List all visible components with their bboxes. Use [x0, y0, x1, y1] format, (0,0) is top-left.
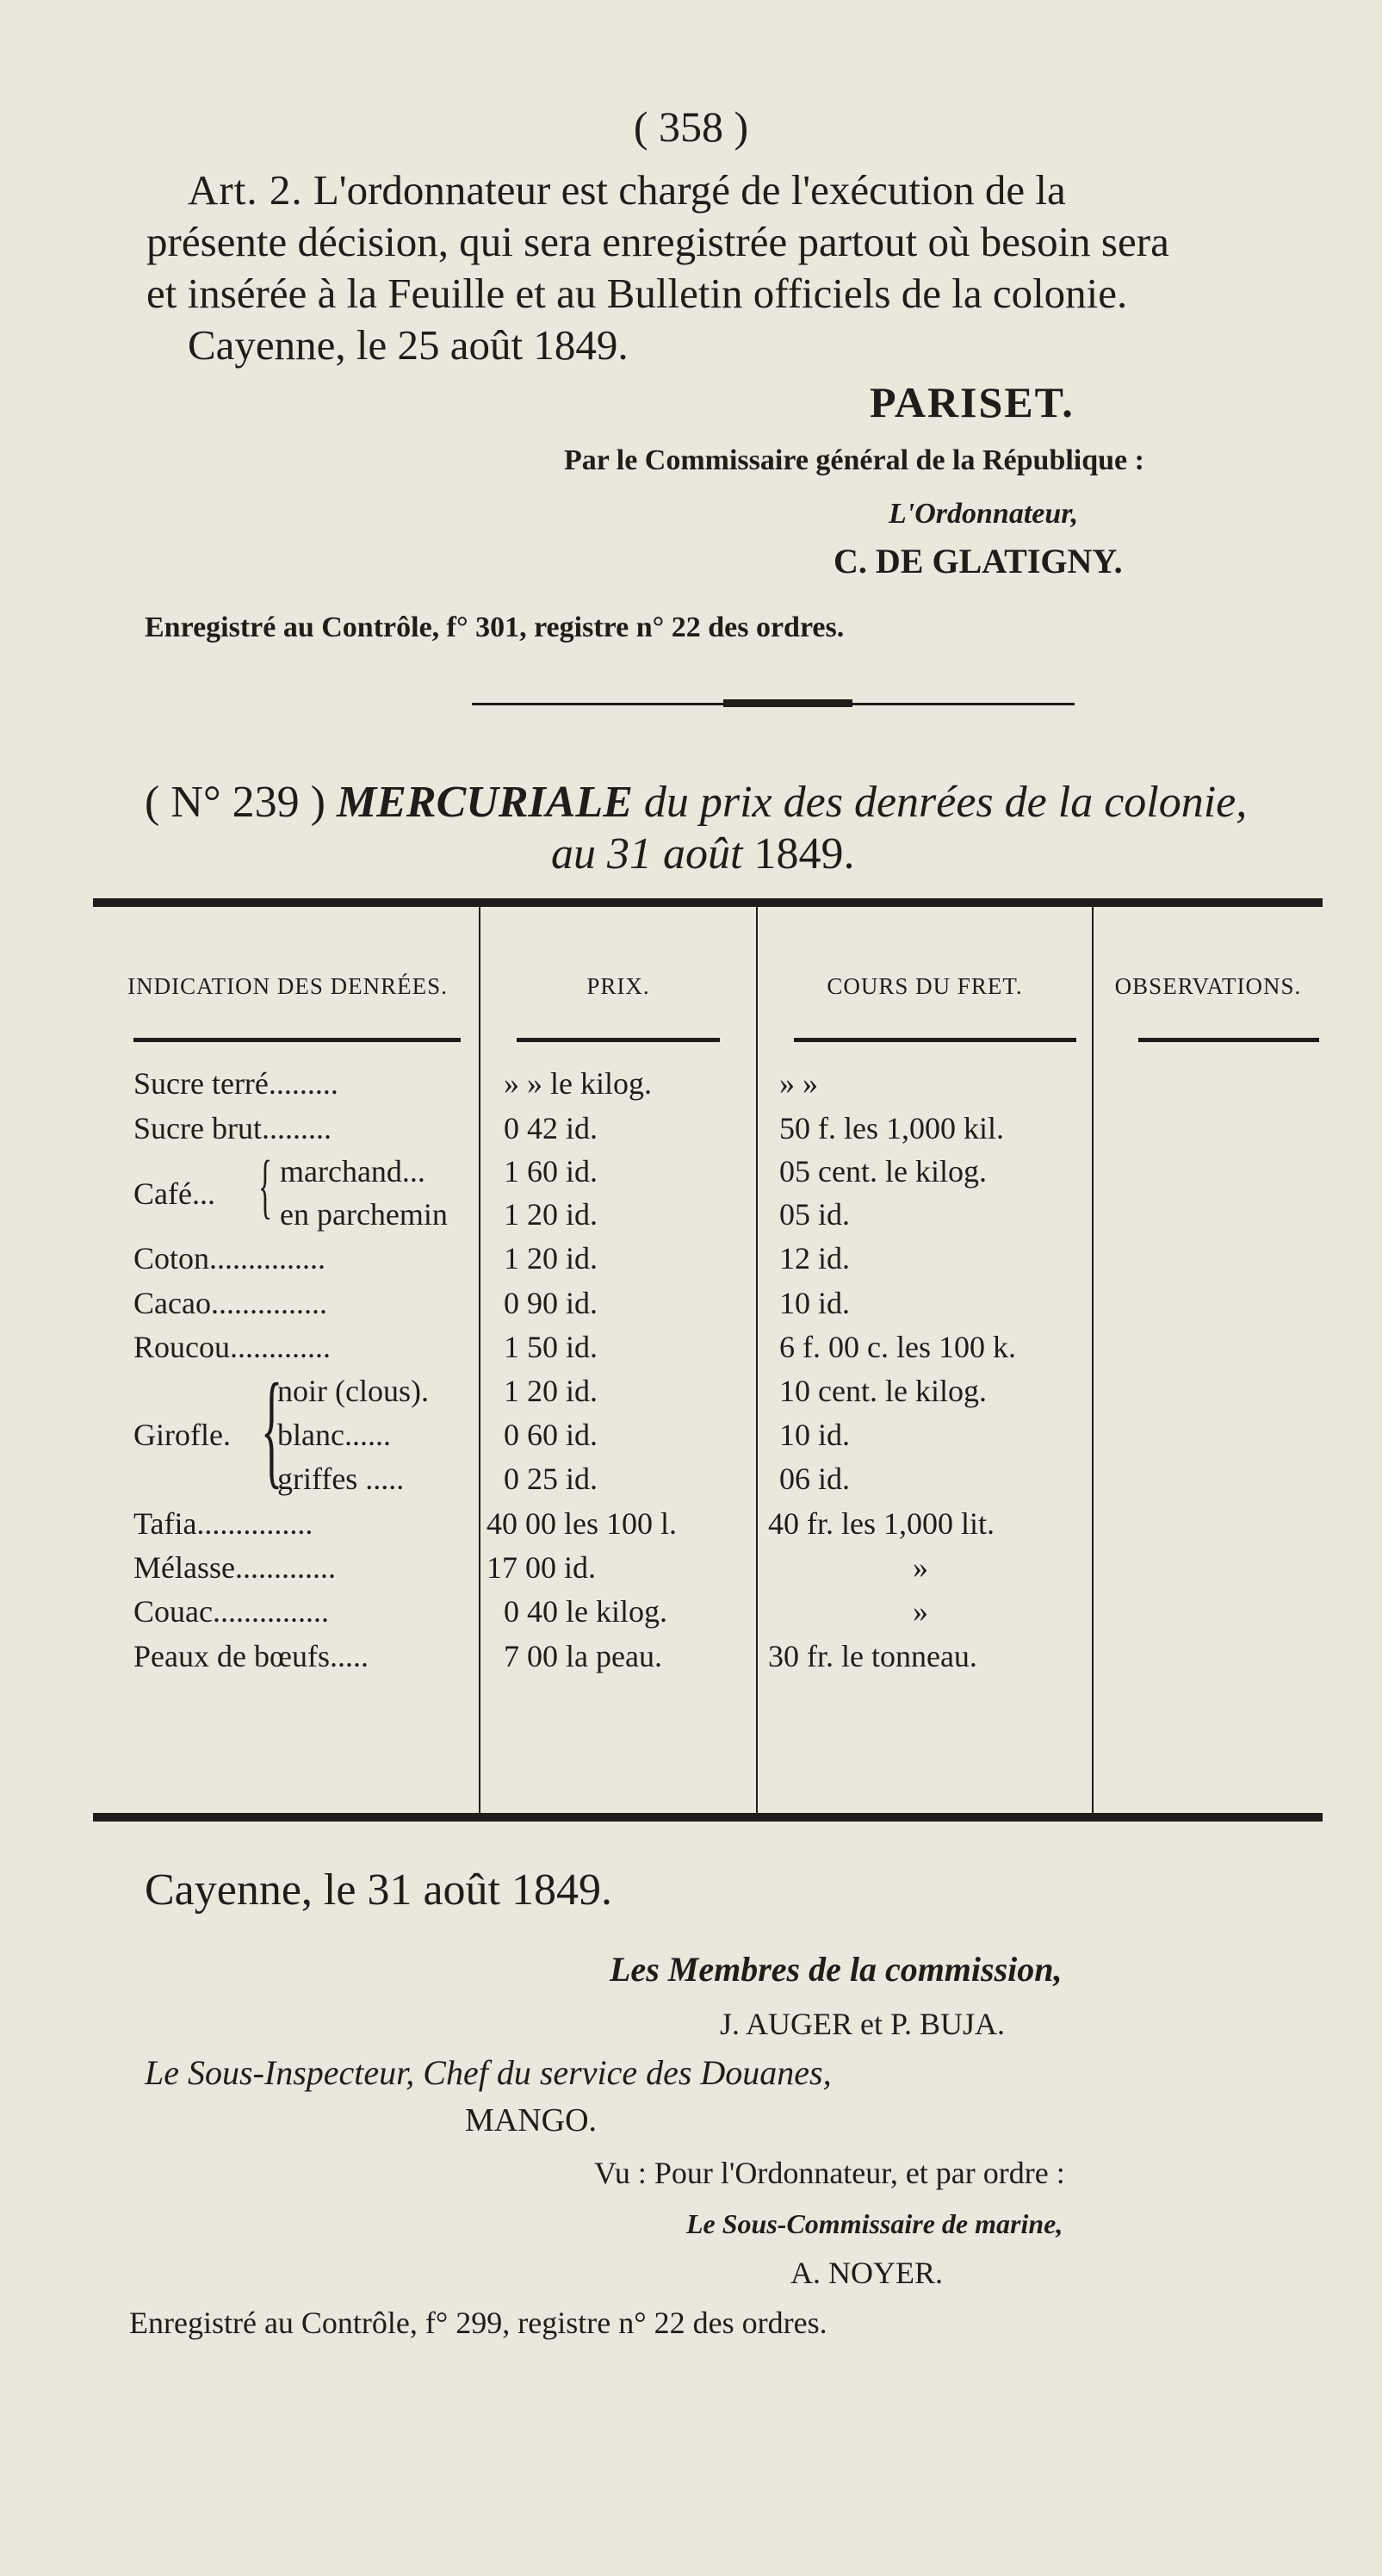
- sous-commissaire-title: Le Sous-Commissaire de marine,: [686, 2208, 1063, 2239]
- table-bottom-rule: [93, 1813, 1323, 1822]
- header-prix: PRIX.: [586, 973, 650, 999]
- row-4-fret: 12 id.: [779, 1241, 851, 1276]
- signature-noyer: A. NOYER.: [790, 2256, 943, 2290]
- header-fret: COURS DU FRET.: [827, 973, 1023, 999]
- row-0-price: » » le kilog.: [504, 1066, 652, 1101]
- row-7-fret: 10 cent. le kilog.: [779, 1374, 987, 1408]
- article-line-3: et insérée à la Feuille et au Bulletin officiels de la colonie.: [146, 270, 1128, 317]
- article-line-4: Cayenne, le 25 août 1849.: [188, 321, 629, 369]
- registration-note-1: Enregistré au Contrôle, f° 301, registre n° 22 des ordres.: [145, 611, 845, 643]
- row-2-fret: 05 cent. le kilog.: [779, 1154, 987, 1189]
- row-11-name: Mélasse.............: [133, 1550, 336, 1585]
- row-6-fret: 6 f. 00 c. les 100 k.: [779, 1330, 1016, 1364]
- column-separator-2: [756, 907, 758, 1813]
- column-separator-1: [479, 907, 480, 1813]
- row-12-name: Couac...............: [133, 1594, 329, 1629]
- mercuriale-title: [145, 777, 1247, 828]
- row-9-price: 0 25 id.: [504, 1462, 598, 1496]
- brace-cafe: {: [258, 1146, 273, 1226]
- row-6-name: Roucou.............: [133, 1330, 331, 1364]
- row-10-fret: 40 fr. les 1,000 lit.: [768, 1506, 995, 1541]
- decision-number: ( N° 239 ): [145, 778, 325, 827]
- row-5-fret: 10 id.: [779, 1286, 851, 1320]
- date-year: 1849.: [753, 829, 855, 878]
- row-8-name: blanc......: [277, 1418, 391, 1452]
- row-1-fret: 50 f. les 1,000 kil.: [779, 1111, 1004, 1145]
- row-8-price: 0 60 id.: [504, 1418, 598, 1452]
- article-line-1-text: L'ordonnateur est chargé de l'exécution de la: [302, 166, 1066, 214]
- column-separator-3: [1092, 907, 1094, 1813]
- group-girofle-label: Girofle.: [133, 1418, 231, 1452]
- header-observations: OBSERVATIONS.: [1114, 973, 1302, 999]
- brace-girofle: {: [261, 1357, 283, 1500]
- header-underline-3: [794, 1038, 1076, 1042]
- row-3-price: 1 20 id.: [504, 1197, 598, 1232]
- article-lead: Art. 2.: [188, 166, 303, 214]
- row-2-name: marchand...: [280, 1154, 425, 1189]
- row-11-price: 17 00 id.: [486, 1550, 597, 1585]
- closing-date: Cayenne, le 31 août 1849.: [145, 1865, 612, 1915]
- vu-line: Vu : Pour l'Ordonnateur, et par ordre :: [594, 2156, 1065, 2190]
- sous-inspecteur-title: Le Sous-Inspecteur, Chef du service des Douanes,: [145, 2053, 832, 2092]
- header-underline-2: [517, 1038, 720, 1042]
- commission-members: Les Membres de la commission,: [610, 1950, 1063, 1989]
- header-underline-1: [133, 1038, 461, 1042]
- page-number: ( 358 ): [633, 102, 749, 151]
- commission-names: J. AUGER et P. BUJA.: [720, 2007, 1006, 2041]
- row-1-name: Sucre brut.........: [133, 1111, 332, 1145]
- date-au: au 31: [551, 829, 652, 878]
- article-line-2: présente décision, qui sera enregistrée partout où besoin sera: [146, 218, 1169, 265]
- row-10-price: 40 00 les 100 l.: [486, 1506, 677, 1541]
- row-13-name: Peaux de bœufs.....: [133, 1639, 369, 1673]
- row-3-name: en parchemin: [280, 1197, 448, 1232]
- row-7-name: noir (clous).: [277, 1374, 429, 1408]
- row-11-fret: »: [913, 1550, 928, 1585]
- row-3-fret: 05 id.: [779, 1197, 851, 1232]
- row-1-price: 0 42 id.: [504, 1111, 598, 1145]
- row-0-fret: » »: [779, 1066, 818, 1101]
- mercuriale-date: [551, 829, 854, 879]
- row-9-name: griffes .....: [277, 1462, 405, 1496]
- table-top-rule: [93, 898, 1323, 907]
- row-0-name: Sucre terré.........: [133, 1066, 338, 1101]
- row-6-price: 1 50 id.: [504, 1330, 598, 1364]
- header-underline-4: [1138, 1038, 1319, 1042]
- article-line-1: [188, 165, 1066, 214]
- mercuriale-word: MERCURIALE: [336, 778, 633, 827]
- signature-ordonnateur-title: L'Ordonnateur,: [889, 498, 1079, 530]
- row-13-price: 7 00 la peau.: [504, 1639, 662, 1673]
- signature-glatigny: C. DE GLATIGNY.: [834, 542, 1123, 580]
- row-2-price: 1 60 id.: [504, 1154, 598, 1189]
- row-10-name: Tafia...............: [133, 1506, 313, 1541]
- header-denrees: INDICATION DES DENRÉES.: [127, 973, 448, 999]
- row-12-price: 0 40 le kilog.: [504, 1594, 667, 1629]
- section-divider-thick: [723, 699, 852, 707]
- row-13-fret: 30 fr. le tonneau.: [768, 1639, 977, 1673]
- row-4-price: 1 20 id.: [504, 1241, 598, 1276]
- title-rest: du prix des denrées de la colonie,: [632, 778, 1248, 827]
- group-cafe-label: Café...: [133, 1176, 215, 1211]
- registration-note-2: Enregistré au Contrôle, f° 299, registre n° 22 des ordres.: [129, 2306, 827, 2340]
- date-month: août: [652, 829, 754, 878]
- row-5-price: 0 90 id.: [504, 1286, 598, 1320]
- row-4-name: Coton...............: [133, 1241, 326, 1276]
- signature-line-republique: Par le Commissaire général de la République :: [564, 444, 1144, 476]
- row-7-price: 1 20 id.: [504, 1374, 598, 1408]
- row-9-fret: 06 id.: [779, 1462, 851, 1496]
- signature-pariset: PARISET.: [870, 378, 1075, 426]
- signature-mango: MANGO.: [465, 2102, 598, 2138]
- row-12-fret: »: [913, 1594, 928, 1629]
- row-8-fret: 10 id.: [779, 1418, 851, 1452]
- row-5-name: Cacao...............: [133, 1286, 327, 1320]
